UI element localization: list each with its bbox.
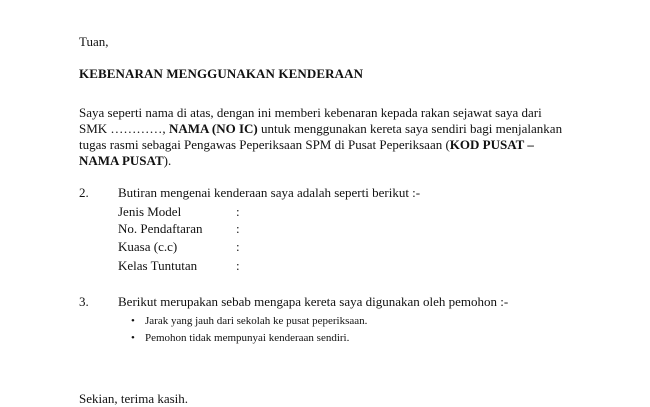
field-colon: : <box>236 204 240 219</box>
salutation: Tuan, <box>79 34 109 49</box>
centre-name-placeholder: NAMA PUSAT <box>79 153 164 168</box>
closing-line: Sekian, terima kasih. <box>79 391 189 406</box>
paragraph-line-3 <box>79 137 589 153</box>
field-label-jenis-model: Jenis Model <box>118 204 182 219</box>
field-colon: : <box>236 221 240 236</box>
bullet-icon: • <box>131 315 135 327</box>
field-label-kuasa: Kuasa (c.c) <box>118 239 178 254</box>
section-3-text: Berikut merupakan sebab mengapa kereta saya digunakan oleh pemohon :- <box>118 294 509 309</box>
field-colon: : <box>236 258 240 273</box>
reason-bullet-1: Jarak yang jauh dari sekolah ke pusat peperiksaan. <box>145 315 368 327</box>
section-3-number: 3. <box>79 294 89 309</box>
section-2-number: 2. <box>79 185 89 200</box>
paragraph-line-1: Saya seperti nama di atas, dengan ini memberi kebenaran kepada rakan sejawat saya dari <box>79 105 542 120</box>
reason-bullet-2: Pemohon tidak mempunyai kenderaan sendiri. <box>145 332 350 344</box>
paragraph-line-4-end: ). <box>163 153 172 168</box>
name-ic-placeholder: NAMA (NO IC) <box>168 121 258 136</box>
paragraph-line-3-text: tugas rasmi sebagai Pengawas Peperiksaan SPM di Pusat Peperiksaan ( <box>79 137 450 152</box>
centre-code-placeholder: KOD PUSAT – <box>449 137 534 152</box>
bullet-icon: • <box>131 332 135 344</box>
body-paragraph <box>79 105 589 169</box>
school-placeholder: SMK …………, <box>79 121 169 136</box>
field-label-no-pendaftaran: No. Pendaftaran <box>118 221 203 236</box>
field-label-kelas-tuntutan: Kelas Tuntutan <box>118 258 198 273</box>
paragraph-line-2 <box>79 121 589 137</box>
paragraph-line-4 <box>79 153 589 169</box>
section-2-text: Butiran mengenai kenderaan saya adalah seperti berikut :- <box>118 185 421 200</box>
letter-heading: KEBENARAN MENGGUNAKAN KENDERAAN <box>79 66 364 81</box>
field-colon: : <box>236 239 240 254</box>
paragraph-line-2-rest: untuk menggunakan kereta saya sendiri bagi menjalankan <box>257 121 563 136</box>
